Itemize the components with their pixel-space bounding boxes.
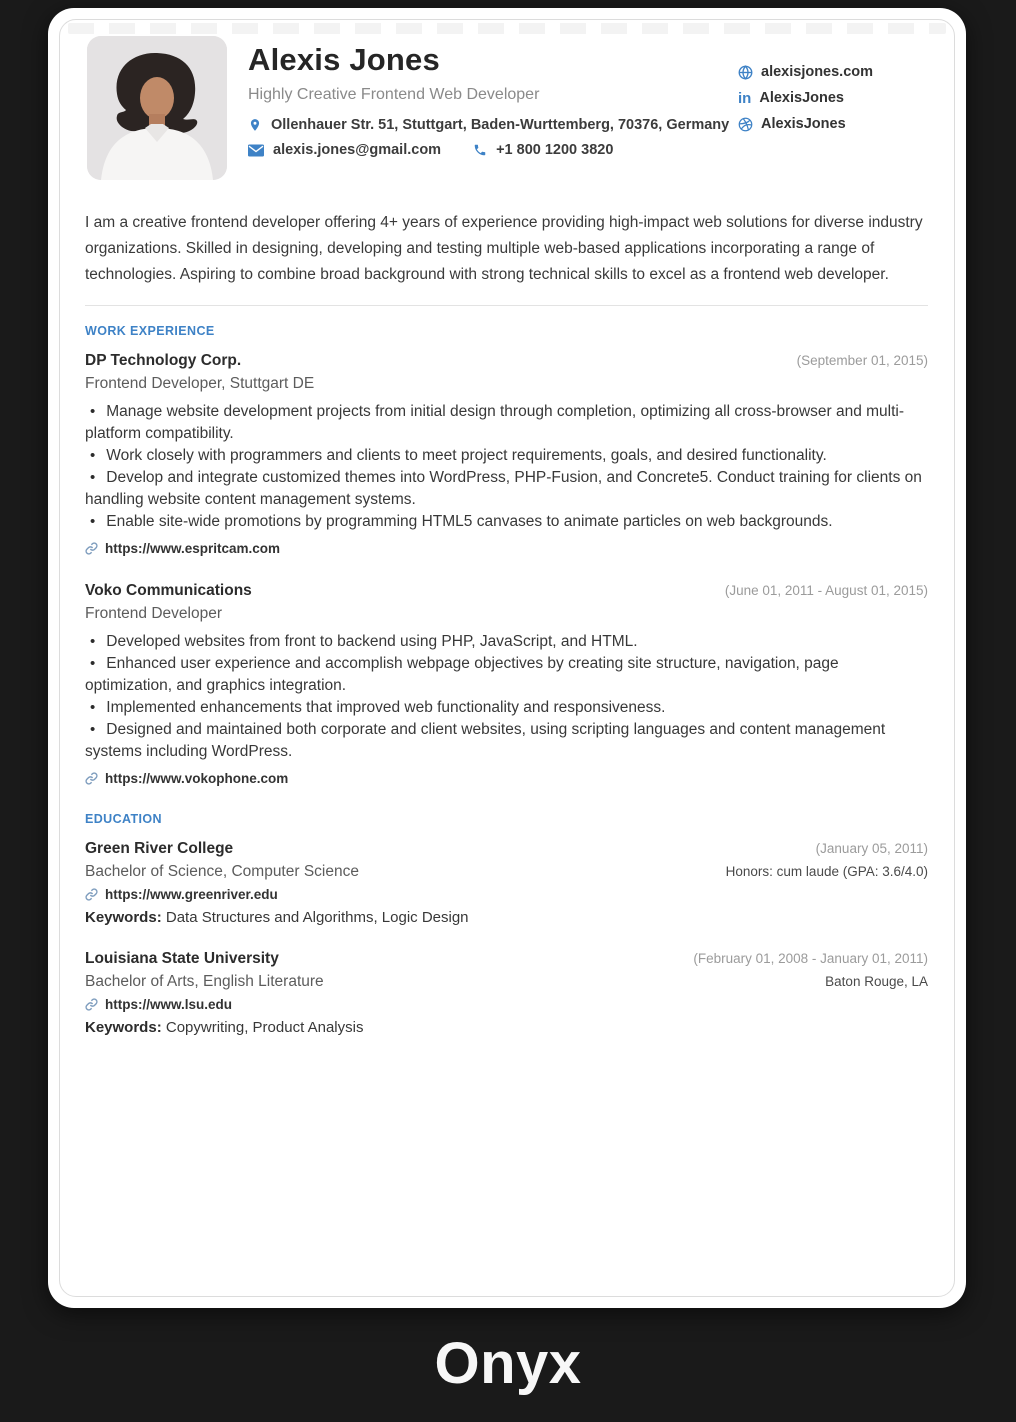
school-name: Louisiana State University: [85, 950, 279, 967]
resume-template-preview[interactable]: [48, 8, 966, 1308]
template-name-label: Onyx: [434, 1331, 582, 1396]
location-pin-icon: [248, 117, 262, 133]
work-entry: [85, 352, 928, 556]
school-keywords: [85, 909, 928, 926]
job-company: Voko Communications: [85, 582, 252, 599]
keywords-text: Data Structures and Algorithms, Logic Design: [165, 909, 469, 926]
school-date: (January 05, 2011): [815, 841, 928, 856]
bullet-item: • Enable site-wide promotions by programming HTML5 canvases to animate particles on web backgrounds.: [85, 511, 928, 533]
job-url[interactable]: [85, 541, 928, 556]
job-date: (June 01, 2011 - August 01, 2015): [724, 583, 928, 598]
website-link-label: alexisjones.com: [761, 64, 874, 80]
person-name: Alexis Jones: [248, 42, 440, 77]
bullet-item: • Work closely with programmers and clients to meet project requirements, goals, and desired functionality.: [85, 445, 928, 467]
school-name: Green River College: [85, 840, 234, 857]
email-item[interactable]: [248, 142, 441, 158]
keywords-label: Keywords:: [85, 909, 166, 926]
profile-photo: [87, 36, 227, 180]
job-bullets: [85, 631, 928, 763]
website-link[interactable]: [738, 64, 873, 80]
job-bullets: [85, 401, 928, 533]
school-degree: Bachelor of Arts, English Literature: [85, 973, 324, 990]
work-entry: [85, 582, 928, 786]
work-entries: [85, 352, 928, 786]
bullet-item: • Enhanced user experience and accomplish webpage objectives by creating site structure, navigation, page optimization, and graphics integration.: [85, 653, 928, 697]
work-section-title: WORK EXPERIENCE: [85, 324, 215, 338]
globe-icon: [738, 65, 753, 80]
job-url[interactable]: [85, 771, 928, 786]
school-url-text: https://www.lsu.edu: [105, 997, 232, 1012]
school-right-meta: Honors: cum laude (GPA: 3.6/4.0): [725, 864, 928, 879]
job-company: DP Technology Corp.: [85, 352, 242, 369]
school-right-meta: Baton Rouge, LA: [825, 974, 928, 989]
dribbble-link-label: AlexisJones: [761, 116, 846, 132]
profile-links: [738, 64, 873, 132]
section-divider: [85, 305, 928, 306]
email-phone-row: [248, 142, 928, 158]
bullet-item: • Implemented enhancements that improved web functionality and responsiveness.: [85, 697, 928, 719]
dribbble-link[interactable]: [738, 116, 873, 132]
job-date: (September 01, 2015): [796, 353, 928, 368]
job-position: Frontend Developer: [85, 605, 222, 622]
education-entry: [85, 840, 928, 926]
bullet-item: • Designed and maintained both corporate and client websites, using scripting languages and content management systems including WordPress.: [85, 719, 928, 763]
phone-icon: [473, 143, 487, 157]
profile-photo-illustration: [87, 36, 227, 180]
link-icon: [85, 998, 98, 1011]
bullet-item: • Develop and integrate customized themes into WordPress, PHP-Fusion, and Concrete5. Conduct training for clients on handling website content management systems.: [85, 467, 928, 511]
link-icon: [85, 542, 98, 555]
education-section-title: EDUCATION: [85, 812, 162, 826]
resume-header: [85, 36, 928, 186]
school-keywords: [85, 1019, 928, 1036]
education-entry: [85, 950, 928, 1036]
linkedin-icon: in: [738, 89, 752, 107]
email-icon: [248, 144, 264, 157]
link-icon: [85, 772, 98, 785]
school-date: (February 01, 2008 - January 01, 2011): [693, 951, 928, 966]
linkedin-link-label: AlexisJones: [759, 90, 844, 106]
job-url-text: https://www.vokophone.com: [105, 771, 289, 786]
linkedin-link[interactable]: [738, 90, 873, 106]
school-degree: Bachelor of Science, Computer Science: [85, 863, 359, 880]
keywords-label: Keywords:: [85, 1019, 166, 1036]
keywords-text: Copywriting, Product Analysis: [165, 1019, 364, 1036]
school-url[interactable]: [85, 997, 928, 1012]
education-entries: [85, 840, 928, 1036]
person-headline: Highly Creative Frontend Web Developer: [248, 86, 540, 103]
school-url-text: https://www.greenriver.edu: [105, 887, 278, 902]
phone-text: +1 800 1200 3820: [496, 142, 614, 158]
summary-text: I am a creative frontend developer offering 4+ years of experience providing high-impact web solutions for diverse industry organizations. Skilled in designing, developing and testing multiple web-based applications incorporating a range of technologies. Aspiring to combine broad background with strong technical skills to excel as a frontend web developer.: [85, 214, 923, 283]
phone-item[interactable]: [473, 142, 613, 158]
bullet-item: • Developed websites from front to backend using PHP, JavaScript, and HTML.: [85, 631, 928, 653]
dribbble-icon: [738, 117, 753, 132]
school-url[interactable]: [85, 887, 928, 902]
job-position: Frontend Developer, Stuttgart DE: [85, 375, 315, 392]
bullet-item: • Manage website development projects from initial design through completion, optimizing all cross-browser and multi-platform compatibility.: [85, 401, 928, 445]
job-url-text: https://www.espritcam.com: [105, 541, 281, 556]
link-icon: [85, 888, 98, 901]
location-text: Ollenhauer Str. 51, Stuttgart, Baden-Wurttemberg, 70376, Germany: [271, 117, 730, 133]
email-text: alexis.jones@gmail.com: [273, 142, 442, 158]
